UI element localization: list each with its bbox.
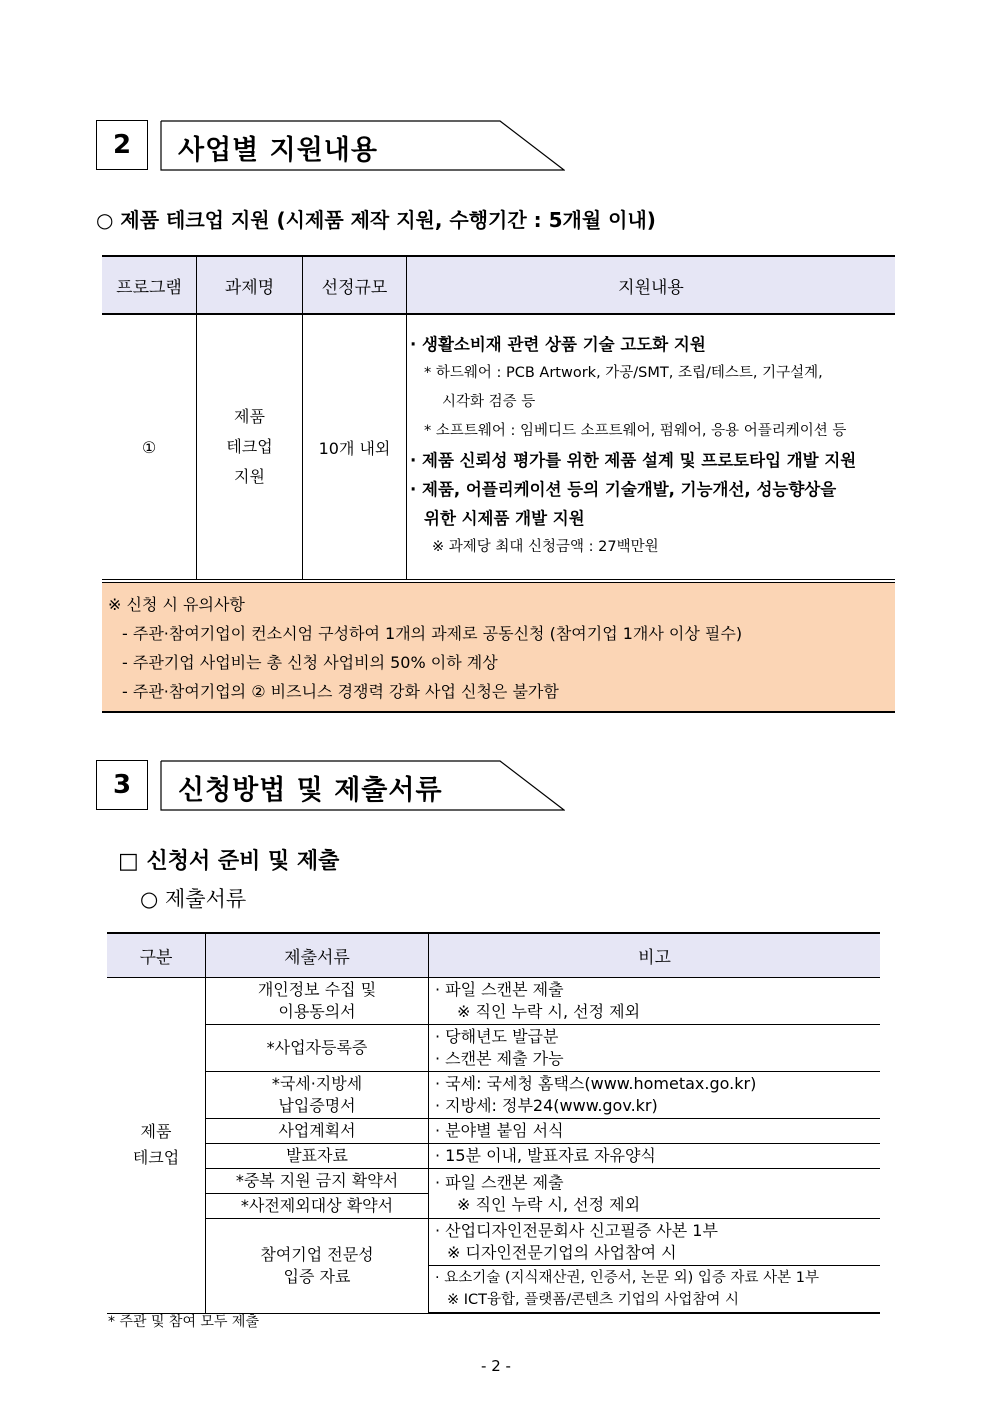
table-row [107,978,880,1025]
support-subitem: 시각화 검증 등 [442,394,536,410]
doc-cell [206,978,429,1025]
header-program: 프로그램 [102,256,197,314]
doc-line: 입증 자료 [283,1266,351,1286]
doc-line: *국세·지방세 [271,1074,363,1093]
remark-line: ※ ICT융합, 플랫폼/콘텐츠 기업의 사업참여 시 [447,1292,740,1308]
header-remarks: 비고 [429,933,881,978]
task-cell [197,314,303,580]
doc-line: 개인정보 수집 및 [257,980,377,999]
remark-cell: · 15분 이내, 발표자료 자유양식 [429,1144,881,1169]
program-bullet: ○ 제품 테크업 지원 (시제품 제작 지원, 수행기간 : 5개월 이내) [96,208,656,232]
note-item: - 주관·참여기업이 컨소시엄 구성하여 1개의 과제로 공동신청 (참여기업 1개사 이상 필수) [122,624,743,643]
doc-cell: *사전제외대상 확약서 [206,1194,429,1219]
support-item: · 생활소비재 관련 상품 기술 고도화 지원 [410,335,706,354]
remark-line: · 산업디자인전문회사 신고필증 사본 1부 [435,1221,718,1240]
table-row [107,1119,880,1144]
support-item: 위한 시제품 개발 지원 [424,509,585,528]
table-header-row [107,933,880,978]
support-note: ※ 과제당 최대 신청금액 : 27백만원 [432,539,659,555]
remark-cell [429,1025,881,1072]
doc-line: 참여기업 전문성 [260,1244,374,1264]
remark-cell [429,1072,881,1119]
remark-cell [429,1219,881,1266]
remark-line: · 스캔본 제출 가능 [435,1049,564,1068]
table-row [107,1219,880,1266]
support-item: · 제품, 어플리케이션 등의 기술개발, 기능개선, 성능향상을 [410,480,837,499]
table-row [107,1025,880,1072]
doc-cell: *사업자등록증 [206,1025,429,1072]
header-category: 구분 [107,933,206,978]
support-cell [407,314,896,580]
table-row [107,1072,880,1119]
sub-heading: □ 신청서 준비 및 제출 [118,849,340,874]
remark-line: · 국세: 국세청 홈택스(www.hometax.go.kr) [435,1074,757,1093]
support-item: · 제품 신뢰성 평가를 위한 제품 설계 및 프로토타입 개발 지원 [410,451,857,470]
remark-line: · 파일 스캔본 제출 [435,980,564,999]
page-number: - 2 - [481,1357,511,1375]
doc-cell: 사업계획서 [206,1119,429,1144]
category-line: 제품 [140,1122,172,1142]
remark-cell: · 분야별 붙임 서식 [429,1119,881,1144]
header-scale: 선정규모 [303,256,407,314]
remark-line: · 당해년도 발급분 [435,1027,559,1046]
doc-cell [206,1219,429,1314]
table-row [107,1169,880,1194]
doc-line: 납입증명서 [278,1096,356,1115]
support-subitem: * 소프트웨어 : 임베디드 소프트웨어, 펌웨어, 응용 어플리케이션 등 [424,423,847,439]
doc-cell: 발표자료 [206,1144,429,1169]
doc-line: 이용동의서 [278,1002,356,1021]
remark-line: · 파일 스캔본 제출 [435,1172,564,1192]
table-row [107,1144,880,1169]
note-title: ※ 신청 시 유의사항 [108,595,245,614]
remark-cell [429,978,881,1025]
scale-cell: 10개 내외 [303,314,407,580]
task-line: 지원 [234,467,265,486]
documents-table [107,932,880,1314]
program-cell: ① [102,314,197,580]
header-support: 지원내용 [407,256,896,314]
remark-line: · 요소기술 (지식재산권, 인증서, 논문 외) 입증 자료 사본 1부 [435,1270,820,1286]
section-number: 3 [96,760,148,810]
remark-cell [429,1266,881,1314]
section-2-header [96,120,566,174]
remark-line: ※ 디자인전문기업의 사업참여 시 [447,1243,677,1262]
remark-line: ※ 직인 누락 시, 선정 제외 [457,1194,641,1214]
application-notes [102,582,895,713]
doc-cell [206,1072,429,1119]
remark-cell [429,1169,881,1219]
section-title: 사업별 지원내용 [178,135,378,166]
support-table [102,255,895,580]
doc-cell: *중복 지원 금지 확약서 [206,1169,429,1194]
note-item: - 주관·참여기업의 ② 비즈니스 경쟁력 강화 사업 신청은 불가함 [122,682,559,701]
category-line: 테크업 [132,1148,180,1168]
section-title: 신청방법 및 제출서류 [178,775,443,806]
header-documents: 제출서류 [206,933,429,978]
task-line: 테크업 [226,437,273,456]
task-line: 제품 [234,407,265,426]
category-cell [107,978,206,1314]
section-number: 2 [96,120,148,170]
support-subitem: * 하드웨어 : PCB Artwork, 가공/SMT, 조립/테스트, 기구설계, [424,365,823,381]
section-3-header [96,760,566,814]
footnote: * 주관 및 참여 모두 제출 [108,1314,259,1330]
table-header-row [102,256,895,314]
table-row [102,314,895,580]
header-task: 과제명 [197,256,303,314]
note-item: - 주관기업 사업비는 총 신청 사업비의 50% 이하 계상 [122,653,498,672]
remark-line: · 지방세: 정부24(www.gov.kr) [435,1096,658,1115]
circle-heading: ○ 제출서류 [140,887,247,911]
remark-line: ※ 직인 누락 시, 선정 제외 [457,1002,641,1021]
